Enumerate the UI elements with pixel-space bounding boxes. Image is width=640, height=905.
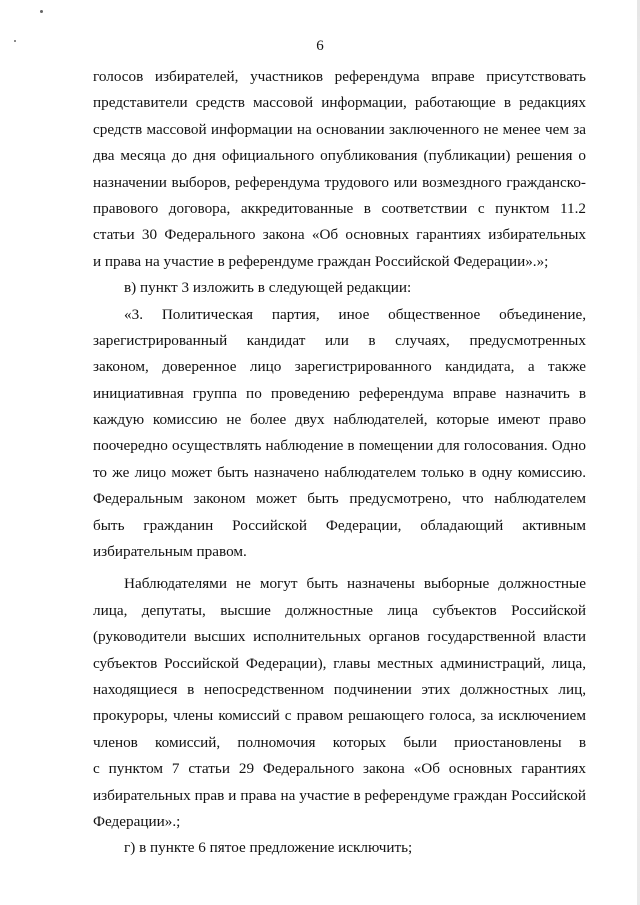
- text-line: инициативная группа по проведению референдума вправе назначить в: [93, 384, 586, 402]
- text-line: голосов избирателей, участников референдума вправе присутствовать: [93, 68, 586, 85]
- text-line: членов комиссий, полномочия которых были приостановлены в: [93, 733, 586, 751]
- text-line: и права на участие в референдуме граждан Российской Федерации».»;: [93, 252, 549, 270]
- text-line: избирательным правом.: [93, 543, 247, 561]
- text-line: г) в пункте 6 пятое предложение исключить;: [124, 839, 413, 857]
- text-line: средств массовой информации на основании заключенного не менее чем за: [93, 120, 586, 138]
- text-line: быть гражданин Российской Федерации, обладающий активным: [93, 516, 586, 534]
- text-line: «3. Политическая партия, иное общественное объединение,: [124, 305, 586, 323]
- scan-speck: [40, 10, 43, 13]
- text-line: два месяца до дня официального опубликования (публикации) решения о: [93, 147, 586, 165]
- text-line: то же лицо может быть назначено наблюдателем только в одну комиссию.: [93, 463, 586, 481]
- text-line: (руководители высших исполнительных органов государственной власти: [93, 628, 586, 646]
- text-line: Наблюдателями не могут быть назначены выборные должностные: [124, 575, 586, 593]
- text-line: Федеральным законом может быть предусмотрено, что наблюдателем: [93, 490, 586, 508]
- text-line: назначении выборов, референдума трудового или возмездного гражданско-: [93, 173, 586, 191]
- text-line: законом, доверенное лицо зарегистрированного кандидата, а также: [93, 358, 586, 376]
- text-line: представители средств массовой информации, работающие в редакциях: [93, 94, 586, 112]
- page-number: 6: [316, 38, 324, 54]
- text-line: правового договора, аккредитованные в соответствии с пунктом 11.2: [93, 199, 586, 217]
- text-line: лица, депутаты, высшие должностные лица субъектов Российской: [93, 601, 586, 619]
- text-line: поочередно осуществлять наблюдение в помещении для голосования. Одно: [93, 437, 586, 455]
- text-line: Федерации».;: [93, 812, 181, 830]
- text-line: каждую комиссию не более двух наблюдателей, которые имеют право: [93, 411, 586, 429]
- text-line: статьи 30 Федерального закона «Об основных гарантиях избирательных: [93, 226, 586, 244]
- text-line: прокуроры, члены комиссий с правом решающего голоса, за исключением: [93, 707, 586, 725]
- text-line: с пунктом 7 статьи 29 Федерального закона «Об основных гарантиях: [93, 760, 586, 778]
- text-line: зарегистрированный кандидат или в случаях, предусмотренных: [93, 331, 586, 349]
- text-line: в) пункт 3 изложить в следующей редакции:: [124, 279, 412, 297]
- document-body: [93, 64, 586, 862]
- text-line: избирательных прав и права на участие в референдуме граждан Российской: [93, 786, 586, 804]
- text-line: находящиеся в непосредственном подчинении этих должностных лиц,: [93, 680, 586, 698]
- text-line: субъектов Российской Федерации), главы местных администраций, лица,: [93, 654, 586, 672]
